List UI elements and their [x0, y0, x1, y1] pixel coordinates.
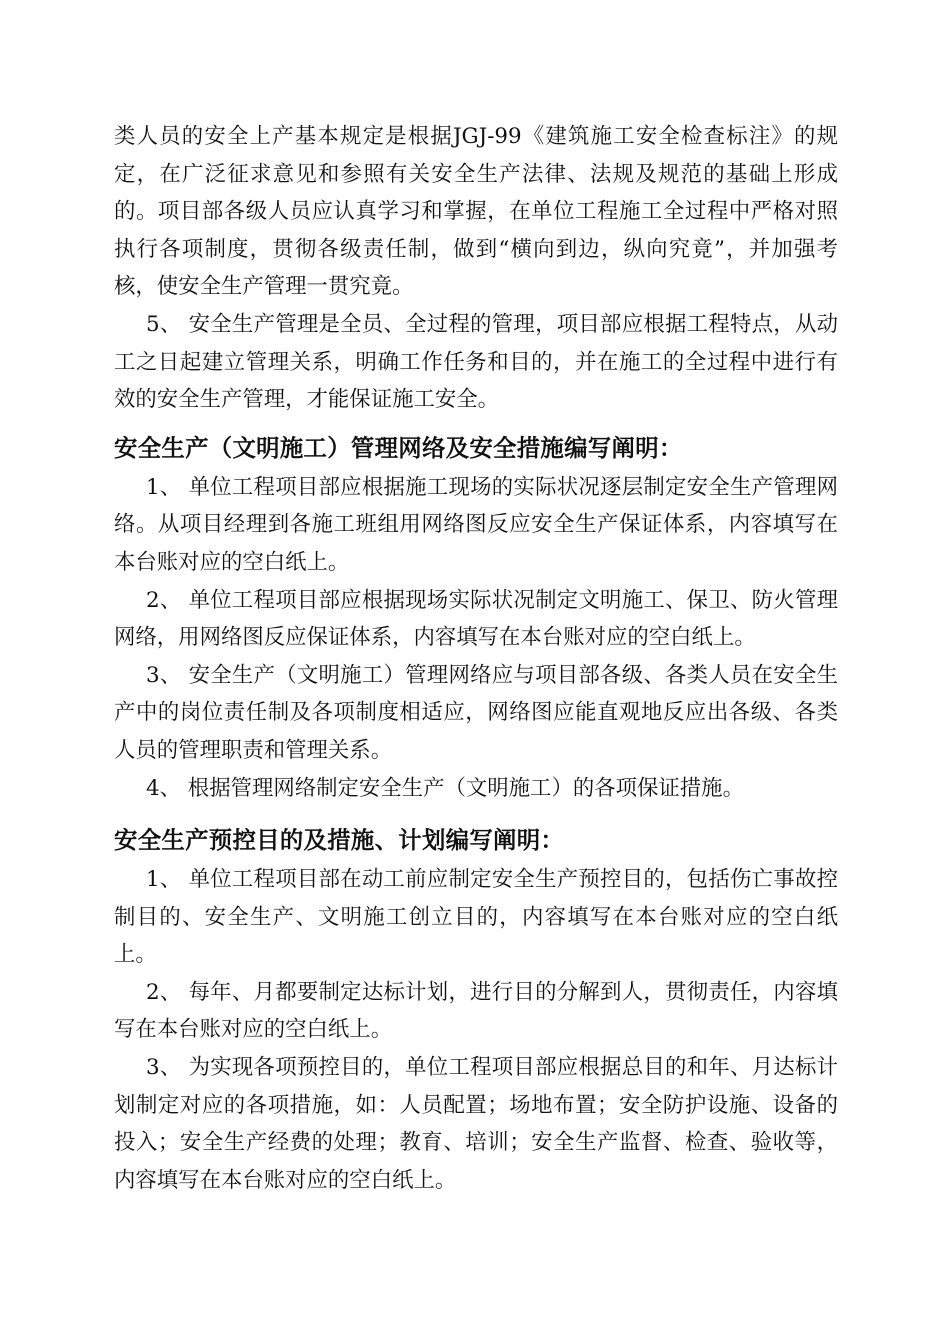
- item-5-paragraph: 5、 安全生产管理是全员、全过程的管理，项目部应根据工程特点，从动工之日起建立管理关系，明确工作任务和目的，并在施工的全过程中进行有效的安全生产管理，才能保证施工安全。: [114, 311, 838, 413]
- network-item-4: 4、 根据管理网络制定安全生产（文明施工）的各项保证措施。: [146, 775, 744, 801]
- section-heading-network: 安全生产（文明施工）管理网络及安全措施编写阐明：: [114, 433, 683, 462]
- network-item-1: 1、 单位工程项目部应根据施工现场的实际状况逐层制定安全生产管理网络。从项目经理到各施工班组用网络图反应安全生产保证体系，内容填写在本台账对应的空白纸上。: [114, 474, 838, 575]
- network-item-2: 2、 单位工程项目部应根据现场实际状况制定文明施工、保卫、防火管理网络，用网络图反应保证体系，内容填写在本台账对应的空白纸上。: [114, 587, 838, 651]
- section-heading-targets: 安全生产预控目的及措施、计划编写阐明：: [114, 826, 565, 855]
- targets-item-2: 2、 每年、月都要制定达标计划，进行目的分解到人，贯彻责任，内容填写在本台账对应的空白纸上。: [114, 979, 838, 1043]
- document-page: [114, 118, 838, 1199]
- network-item-3: 3、 安全生产（文明施工）管理网络应与项目部各级、各类人员在安全生产中的岗位责任制及各项制度相适应，网络图应能直观地反应出各级、各类人员的管理职责和管理关系。: [114, 662, 838, 763]
- intro-paragraph: 类人员的安全上产基本规定是根据JGJ-99《建筑施工安全检查标注》的规定，在广泛征求意见和参照有关安全生产法律、法规及规范的基础上形成的。项目部各级人员应认真学习和掌握，在单位工程施工全过程中严格对照执行各项制度，贯彻各级责任制，做到“横向到边，纵向究竟”，并加强考核，使安全生产管理一贯究竟。: [114, 124, 838, 300]
- targets-item-1: 1、 单位工程项目部在动工前应制定安全生产预控目的，包括伤亡事故控制目的、安全生产、文明施工创立目的，内容填写在本台账对应的空白纸上。: [114, 867, 838, 968]
- targets-item-3: 3、 为实现各项预控目的，单位工程项目部应根据总目的和年、月达标计划制定对应的各项措施，如：人员配置；场地布置；安全防护设施、设备的投入；安全生产经费的处理；教育、培训；安全生产监督、检查、验收等，内容填写在本台账对应的空白纸上。: [114, 1055, 838, 1193]
